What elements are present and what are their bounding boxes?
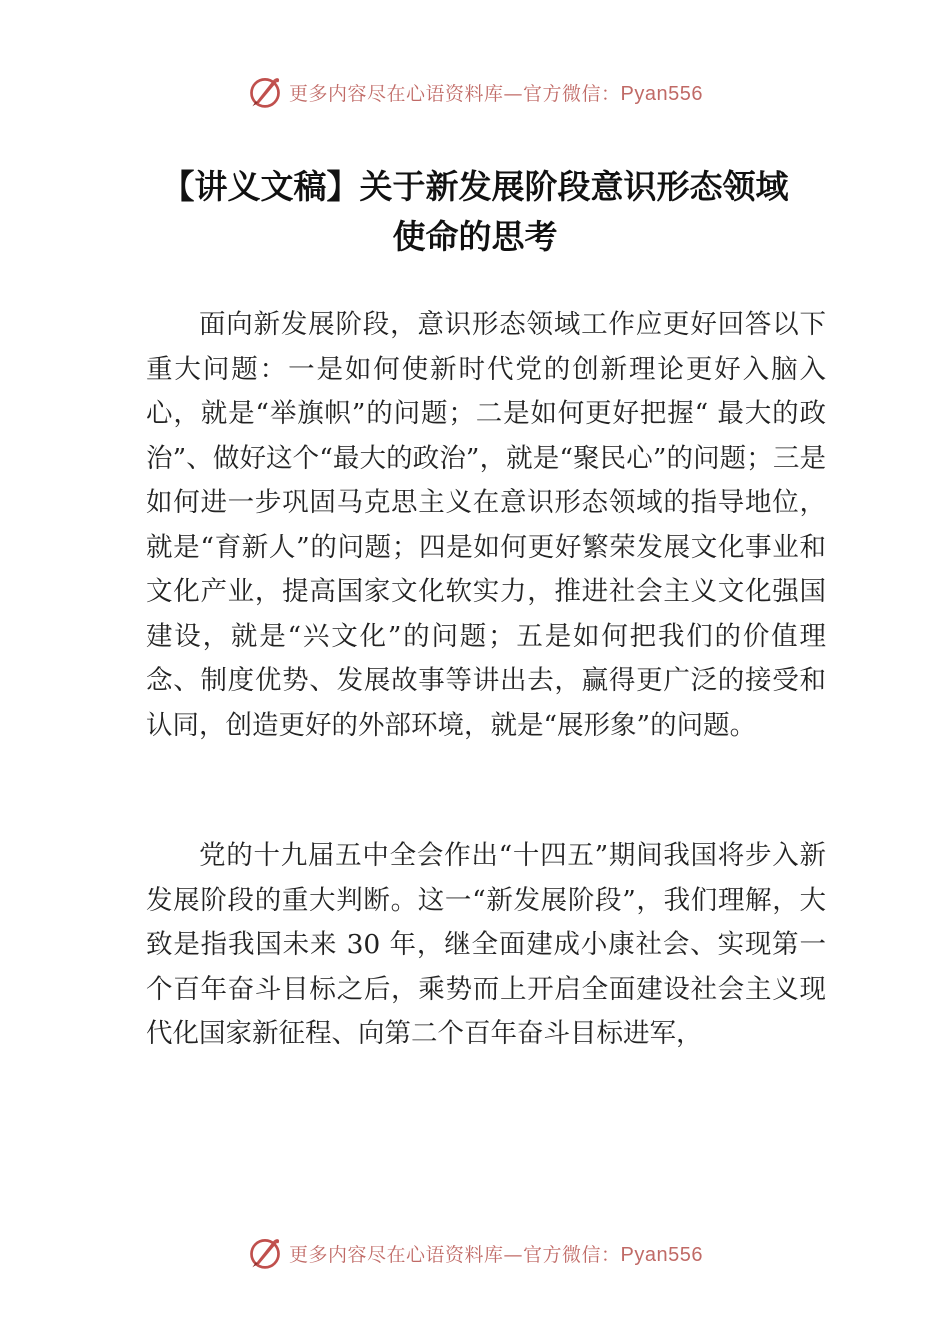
wechat-id: Pyan556 [620, 82, 703, 105]
banner-slogan: 更多内容尽在心语资料库—官方微信： [289, 1243, 621, 1266]
banner-text [289, 1240, 703, 1267]
paragraph-2: 党的十九届五中全会作出“十四五”期间我国将步入新发展阶段的重大判断。这一“新发展阶段”，我们理解，大致是指我国未来 30 年，继全面建成小康社会、实现第一个百年奋斗目标之后，乘势而上开启全面建设社会主义现代化国家新征程、向第二个百年奋斗目标进军， [146, 840, 826, 1049]
wechat-id: Pyan556 [620, 1243, 703, 1266]
document-title [90, 162, 860, 262]
paragraph-1: 面向新发展阶段，意识形态领域工作应更好回答以下重大问题：一是如何使新时代党的创新理论更好入脑入心，就是“举旗帜”的问题；二是如何更好把握“ 最大的政治”、做好这个“最大的政治”，就是“聚民心”的问题；三是如何进一步巩固马克思主义在意识形态领域的指导地位，就是“育新人”的问题；四是如何更好繁荣发展文化事业和文化产业，提高国家文化软实力，推进社会主义文化强国建设，就是“兴文化”的问题；五是如何把我们的价值理念、制度优势、发展故事等讲出去，赢得更广泛的接受和认同，创造更好的外部环境，就是“展形象”的问题。 [146, 309, 826, 741]
quill-pen-logo-icon [247, 74, 283, 110]
footer-banner [0, 1231, 950, 1275]
title-line-1: 【讲义文稿】关于新发展阶段意识形态领域 [161, 167, 789, 206]
banner-slogan: 更多内容尽在心语资料库—官方微信： [289, 82, 621, 105]
banner-text [289, 79, 703, 106]
header-banner [0, 70, 950, 114]
quill-pen-logo-icon [247, 1235, 283, 1271]
title-line-2: 使命的思考 [392, 217, 558, 256]
